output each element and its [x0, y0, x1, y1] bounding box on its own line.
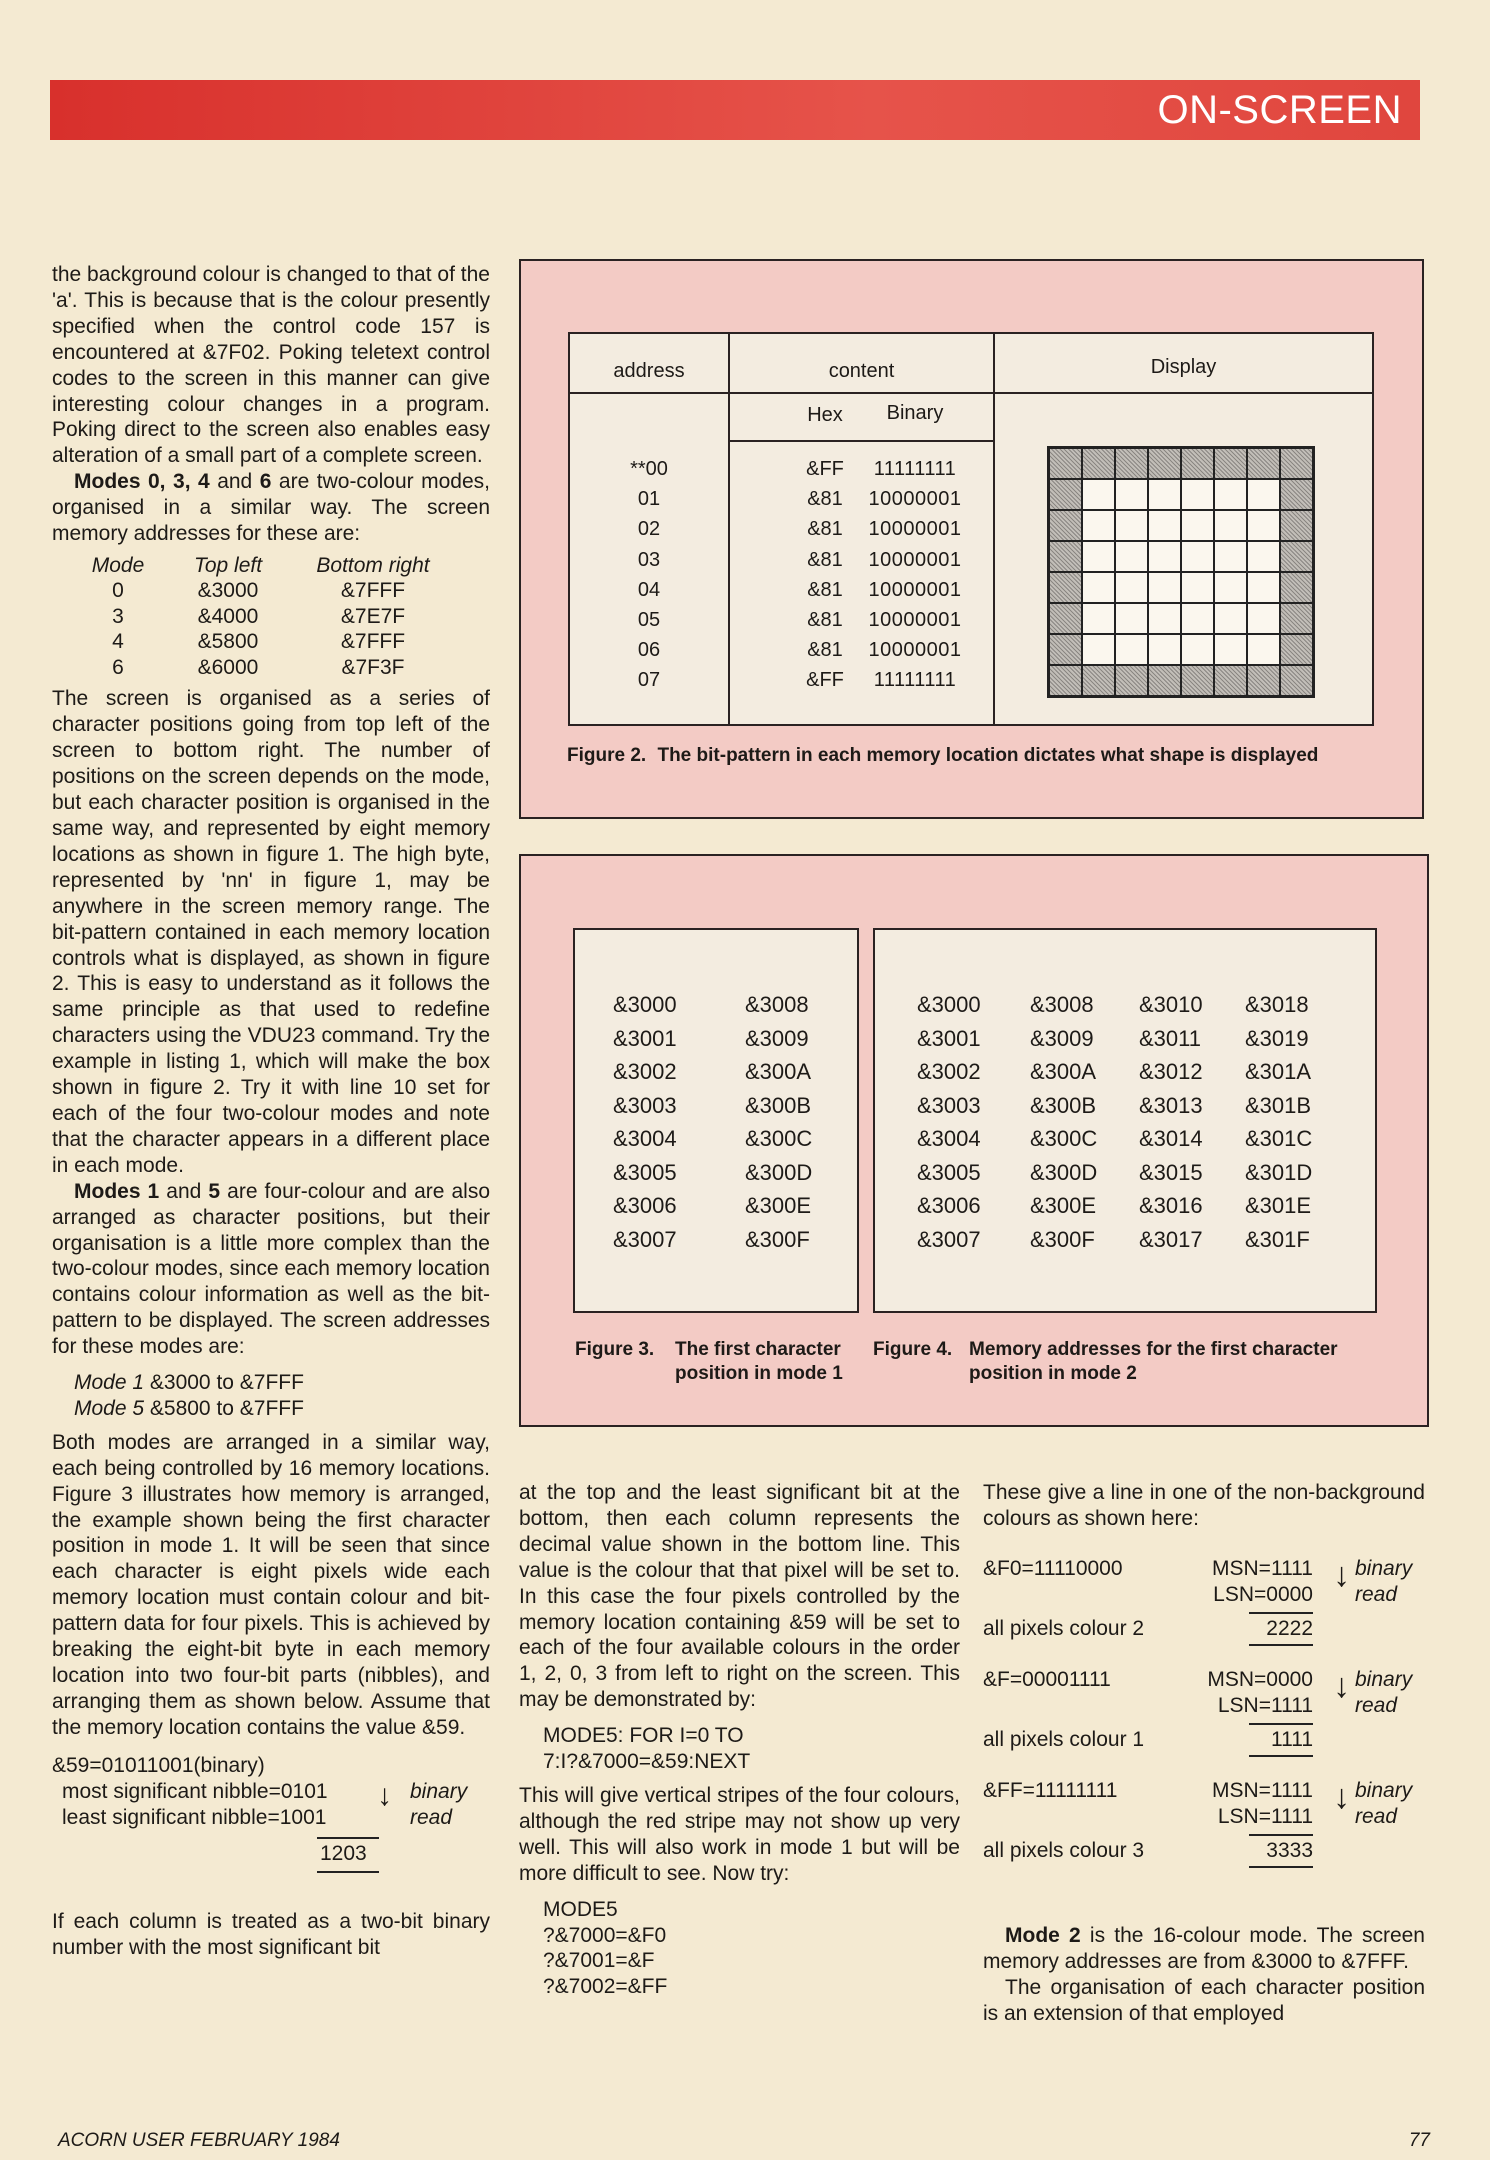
row-address: 05	[637, 609, 661, 631]
figure-3-table	[573, 928, 859, 1313]
memory-address: &3016	[1139, 1193, 1203, 1218]
figure-4-table	[873, 928, 1377, 1313]
colour-label: all pixels colour 2	[983, 1616, 1145, 1640]
read-label: read	[1355, 1693, 1398, 1717]
pixel-cell	[1280, 510, 1313, 541]
pixel-cell	[1148, 603, 1181, 634]
pixel-cell	[1247, 448, 1280, 479]
pixel-cell	[1214, 448, 1247, 479]
table-row	[78, 604, 448, 630]
memory-address: &3010	[1139, 992, 1203, 1017]
row-binary: 10000001	[868, 548, 962, 571]
memory-address: &301A	[1245, 1059, 1312, 1084]
down-arrow-icon: ↓	[1333, 1666, 1350, 1705]
pixel-cell	[1049, 634, 1082, 665]
pixel-cell	[1181, 510, 1214, 541]
pixel-cell	[1148, 665, 1181, 696]
pixel-cell	[1247, 541, 1280, 572]
column-header: content	[828, 360, 895, 382]
row-hex: &81	[807, 609, 843, 631]
row-hex: &FF	[806, 669, 844, 692]
pixel-cell	[1049, 448, 1082, 479]
figures-3-4	[519, 854, 1429, 1427]
bold-text: 5	[208, 1179, 221, 1203]
binary-label: binary	[1355, 1667, 1413, 1691]
paragraph: If each column is treated as a two-bit binary number with the most significant bit	[52, 1909, 490, 1959]
pixel-cell	[1280, 572, 1313, 603]
pixel-cell	[1082, 665, 1115, 696]
paragraph: The organisation of each character position is an extension of that employed	[983, 1975, 1425, 2025]
pixel-cell	[1280, 665, 1313, 696]
memory-address: &3001	[917, 1025, 981, 1051]
column-header: address	[613, 360, 685, 382]
memory-address: &3012	[1139, 1059, 1203, 1084]
paragraph: The screen is organised as a series of character positions going from top left of the screen to bottom right. The number of positions on the screen depends on the mode, but each character position is organised in the same way, and represented by eight memory locations as shown in figure 1. The high byte, represented by 'nn' in figure 1, may be anywhere in the screen memory range. The bit-pattern contained in each memory location controls what is displayed, as shown in figure 2. This is easy to understand as it follows the same principle as that used to redefine characters using the VDU23 command. Try the example in listing 1, which will make the box shown in figure 2. Try it with line 10 set for each of the four two-colour modes and note that the character appears in a different place in each mode.	[52, 687, 490, 1177]
row-binary: 10000001	[868, 639, 962, 662]
down-arrow-icon: ↓	[1333, 1555, 1350, 1594]
pixel-cell	[1148, 541, 1181, 572]
memory-address: &3008	[1030, 992, 1094, 1017]
column-header: Hex	[807, 404, 843, 426]
memory-address: &3013	[1139, 1092, 1203, 1118]
binary-label: binary	[1355, 1778, 1413, 1802]
pixel-cell	[1115, 479, 1148, 510]
row-address: 03	[637, 548, 661, 571]
colour-examples	[983, 1556, 1425, 1889]
pixel-cell	[1247, 510, 1280, 541]
pixel-cell	[1115, 603, 1148, 634]
pixel-cell	[1148, 634, 1181, 665]
pixel-cell	[1148, 572, 1181, 603]
memory-address: &3007	[917, 1226, 981, 1252]
memory-address: &300F	[1030, 1226, 1095, 1252]
memory-address: &300A	[745, 1059, 812, 1084]
paragraph: Both modes are arranged in a similar way, each being controlled by 16 memory locations. Figure 3 illustrates how memory is arranged, the example shown being the first character position in mode 1. It will be seen that since each character is eight pixels wide each memory location must contain colour and bit-pattern data for four pixels. This is achieved by breaking the eight-bit byte in each memory location into two four-bit parts (nibbles), and arranging them as shown below. Assume that the memory location contains the value &59.	[52, 1430, 490, 1739]
divider	[317, 1871, 379, 1873]
pixel-cell	[1181, 541, 1214, 572]
pixel-cell	[1181, 479, 1214, 510]
publication-footer: ACORN USER FEBRUARY 1984	[58, 2130, 340, 2151]
paragraph: This will give vertical stripes of the four colours, although the red stripe may not show up very well. This will also work in mode 1 but will be more difficult to see. Now try:	[519, 1783, 960, 1885]
divider	[1249, 1755, 1313, 1757]
caption-label: Figure 2.	[567, 745, 647, 766]
memory-address: &3003	[917, 1092, 981, 1118]
pixel-cell	[1115, 665, 1148, 696]
pixel-cell	[1082, 448, 1115, 479]
middle-column	[519, 1480, 960, 2008]
pixel-cell	[1148, 479, 1181, 510]
cell: &3000	[197, 579, 259, 603]
memory-address: &3000	[917, 992, 981, 1017]
code-listing	[543, 1897, 960, 2001]
pixel-cell	[1280, 634, 1313, 665]
pixel-cell	[1082, 479, 1115, 510]
paragraph	[52, 469, 490, 547]
colour-label: all pixels colour 1	[983, 1727, 1145, 1751]
memory-address: &3009	[745, 1025, 809, 1051]
caption-text: Memory addresses for the first character position in mode 2	[969, 1339, 1338, 1384]
result-value: 3333	[1266, 1838, 1313, 1862]
page-number: 77	[1408, 2130, 1430, 2151]
code-listing	[543, 1723, 960, 1775]
pixel-cell	[1049, 603, 1082, 634]
pixel-cell	[1280, 479, 1313, 510]
table-header: Mode	[91, 553, 145, 577]
memory-address: &301D	[1245, 1159, 1313, 1185]
memory-address: &3015	[1139, 1159, 1203, 1185]
mode-ranges	[74, 1370, 490, 1422]
byte-value: &F=00001111	[983, 1667, 1111, 1691]
pixel-cell	[1049, 510, 1082, 541]
code-line: ?&7000=&F0	[543, 1923, 667, 1947]
read-label: read	[410, 1805, 453, 1829]
row-hex: &81	[807, 488, 843, 511]
cell: &7FFF	[340, 630, 406, 654]
caption-label: Figure 4.	[873, 1339, 953, 1360]
read-label: read	[1355, 1804, 1398, 1828]
row-address: 07	[637, 669, 661, 692]
cell: 6	[112, 655, 124, 679]
row-hex: &81	[807, 578, 843, 601]
text: and	[209, 470, 260, 494]
mode-range: &5800 to &7FFF	[144, 1396, 304, 1420]
pixel-cell	[1280, 541, 1313, 572]
memory-address: &301F	[1245, 1226, 1310, 1252]
memory-address: &3008	[745, 992, 809, 1017]
msn-value: MSN=0000	[1207, 1667, 1313, 1691]
cell: &4000	[197, 604, 259, 628]
memory-address: &3009	[1030, 1025, 1094, 1051]
memory-address: &3006	[613, 1193, 677, 1218]
paragraph	[52, 1179, 490, 1360]
code-line: MODE5	[543, 1897, 618, 1921]
mode-label: Mode 5	[74, 1396, 145, 1420]
text: and	[159, 1179, 209, 1203]
pixel-cell	[1082, 572, 1115, 603]
pixel-cell	[1214, 634, 1247, 665]
cell: &6000	[197, 655, 259, 679]
display-grid	[1047, 446, 1315, 698]
text: are two-colour modes, organised in a similar way. The screen memory addresses for these are:	[52, 470, 490, 546]
pixel-cell	[1247, 572, 1280, 603]
figure-3-caption	[575, 1338, 865, 1386]
result-value: 1203	[320, 1841, 367, 1865]
pixel-cell	[1049, 572, 1082, 603]
pixel-cell	[1115, 541, 1148, 572]
memory-address: &3011	[1139, 1025, 1201, 1051]
memory-address: &3018	[1245, 992, 1309, 1017]
cell: &7F3F	[341, 655, 405, 679]
lsn-value: LSN=1111	[1217, 1693, 1313, 1717]
divider	[730, 440, 995, 442]
memory-address: &3006	[917, 1193, 981, 1218]
memory-address: &301E	[1245, 1193, 1312, 1218]
paragraph: the background colour is changed to that of the 'a'. This is because that is the colour presently specified when the control code 157 is encountered at &7F02. Poking teletext control codes to the screen in this manner can give interesting colour changes in a program. Poking direct to the screen also enables easy alteration of a small part of a complete screen.	[52, 263, 490, 468]
cell: &5800	[197, 630, 259, 654]
column-header: Binary	[886, 402, 944, 424]
memory-address: &300B	[745, 1092, 812, 1118]
lsn-line: least significant nibble=1001	[62, 1805, 327, 1829]
cell: &7E7F	[340, 604, 406, 628]
pixel-cell	[1214, 541, 1247, 572]
row-binary: 11111111	[873, 669, 957, 692]
cell: 3	[112, 604, 124, 628]
row-binary: 10000001	[868, 578, 962, 601]
memory-address: &300A	[1030, 1059, 1097, 1084]
pixel-cell	[1049, 665, 1082, 696]
byte-value: &F0=11110000	[983, 1556, 1123, 1580]
lsn-value: LSN=1111	[1217, 1804, 1313, 1828]
row-address: **00	[630, 458, 668, 480]
row-binary: 10000001	[868, 609, 962, 631]
memory-address: &3014	[1139, 1126, 1203, 1151]
row-hex: &81	[807, 548, 843, 571]
pixel-cell	[1247, 603, 1280, 634]
memory-address: &300B	[1030, 1092, 1097, 1118]
row-hex: &81	[807, 639, 843, 662]
figure-caption	[567, 744, 1367, 768]
paragraph	[983, 1923, 1425, 1975]
msn-value: MSN=1111	[1212, 1556, 1313, 1580]
colour-example	[983, 1778, 1425, 1889]
cell: 4	[112, 630, 124, 654]
memory-address: &3004	[917, 1126, 981, 1151]
cell: 0	[112, 579, 124, 603]
code-line: MODE5: FOR I=0 TO	[543, 1724, 744, 1748]
pixel-cell	[1049, 541, 1082, 572]
table-header: Bottom right	[316, 553, 430, 577]
pixel-cell	[1214, 665, 1247, 696]
memory-address: &301B	[1245, 1092, 1312, 1118]
pixel-cell	[1115, 448, 1148, 479]
memory-address: &3002	[613, 1059, 677, 1084]
row-address: 01	[637, 488, 661, 511]
pixel-cell	[1214, 603, 1247, 634]
pixel-cell	[1115, 510, 1148, 541]
pixel-cell	[1280, 603, 1313, 634]
bit-pattern-table	[568, 332, 1374, 726]
pixel-cell	[1247, 634, 1280, 665]
down-arrow-icon: ↓	[377, 1778, 392, 1812]
memory-address: &300E	[745, 1193, 812, 1218]
nibble-example	[52, 1753, 490, 1903]
table-row	[78, 578, 448, 604]
caption-text: The bit-pattern in each memory location dictates what shape is displayed	[657, 745, 1319, 766]
binary-label: binary	[410, 1779, 468, 1803]
caption-label: Figure 3.	[575, 1339, 655, 1360]
row-address: 04	[637, 578, 661, 601]
table-row	[78, 655, 448, 681]
right-column	[983, 1480, 1425, 2026]
pixel-cell	[1082, 634, 1115, 665]
mode-range: &3000 to &7FFF	[144, 1371, 304, 1395]
byte-value: &FF=11111111	[983, 1778, 1118, 1802]
memory-address: &3019	[1245, 1025, 1309, 1051]
pixel-cell	[1247, 665, 1280, 696]
colour-example	[983, 1667, 1425, 1778]
result-value: 1111	[1270, 1727, 1313, 1751]
divider	[1249, 1723, 1313, 1725]
paragraph: at the top and the least significant bit at the bottom, then each column represents the decimal value shown in the bottom line. This value is the colour that that pixel will be set to. In this case the four pixels controlled by the memory location containing &59 will be set to each of the four available colours in the order 1, 2, 0, 3 from left to right on the screen. This may be demonstrated by:	[519, 1481, 960, 1712]
code-line: 7:I?&7000=&59:NEXT	[543, 1750, 751, 1774]
mode-label: Mode 1	[74, 1371, 145, 1395]
divider	[1249, 1644, 1313, 1646]
pixel-cell	[1082, 510, 1115, 541]
msn-line: most significant nibble=0101	[62, 1779, 328, 1803]
code-line: ?&7001=&F	[543, 1949, 655, 1973]
pixel-cell	[1247, 479, 1280, 510]
pixel-cell	[1115, 634, 1148, 665]
bold-text: Modes 1	[74, 1179, 160, 1203]
memory-address: &3004	[613, 1126, 677, 1151]
left-column	[52, 262, 490, 1961]
figure-2	[519, 259, 1424, 819]
table-row	[78, 629, 448, 655]
memory-address: &300E	[1030, 1193, 1097, 1218]
pixel-cell	[1049, 479, 1082, 510]
memory-address: &301C	[1245, 1126, 1313, 1151]
memory-address: &3007	[613, 1226, 677, 1252]
pixel-cell	[1280, 448, 1313, 479]
memory-address: &3001	[613, 1025, 677, 1051]
lsn-value: LSN=0000	[1213, 1582, 1313, 1606]
pixel-cell	[1082, 603, 1115, 634]
code-line: ?&7002=&FF	[543, 1975, 668, 1999]
pixel-cell	[1181, 572, 1214, 603]
table-header: Top left	[193, 553, 263, 577]
cell: &7FFF	[340, 579, 406, 603]
row-binary: 11111111	[873, 458, 957, 480]
divider	[317, 1837, 379, 1839]
msn-value: MSN=1111	[1212, 1778, 1313, 1802]
memory-address: &300F	[745, 1226, 810, 1252]
memory-address: &3017	[1139, 1226, 1203, 1252]
pixel-cell	[1082, 541, 1115, 572]
colour-example	[983, 1556, 1425, 1667]
section-title: ON-SCREEN	[1157, 88, 1402, 132]
row-binary: 10000001	[868, 488, 962, 511]
memory-address: &3000	[613, 992, 677, 1017]
pixel-cell	[1148, 448, 1181, 479]
section-banner	[50, 80, 1420, 140]
bold-text: Mode 2	[1005, 1923, 1081, 1947]
memory-address: &3005	[917, 1159, 981, 1185]
colour-label: all pixels colour 3	[983, 1838, 1145, 1862]
paragraph: These give a line in one of the non-background colours as shown here:	[983, 1481, 1425, 1530]
pixel-cell	[1181, 634, 1214, 665]
caption-text: The first character position in mode 1	[675, 1339, 843, 1384]
pixel-cell	[1181, 448, 1214, 479]
bold-text: Modes 0, 3, 4	[74, 470, 210, 494]
text: is the 16-colour mode. The screen memory addresses are from &3000 to &7FFF.	[983, 1923, 1425, 1973]
memory-address: &300C	[745, 1126, 813, 1151]
pixel-cell	[1214, 479, 1247, 510]
column-header: Display	[1150, 356, 1217, 378]
memory-address: &300D	[1030, 1159, 1098, 1185]
row-address: 06	[637, 639, 661, 662]
pixel-cell	[1181, 665, 1214, 696]
pixel-cell	[1115, 572, 1148, 603]
row-hex: &FF	[806, 458, 844, 480]
row-hex: &81	[807, 518, 843, 541]
binary-value: &59=01011001(binary)	[52, 1753, 265, 1777]
divider	[1249, 1866, 1313, 1868]
memory-address: &3002	[917, 1059, 981, 1084]
row-address: 02	[637, 518, 661, 541]
memory-address: &3005	[613, 1159, 677, 1185]
memory-address: &300D	[745, 1159, 813, 1185]
divider	[1249, 1834, 1313, 1836]
divider	[570, 392, 1372, 394]
pixel-cell	[1148, 510, 1181, 541]
memory-address: &300C	[1030, 1126, 1098, 1151]
pixel-cell	[1181, 603, 1214, 634]
bold-text: 6	[259, 470, 272, 494]
figure-4-caption	[873, 1338, 1393, 1386]
memory-address: &3003	[613, 1092, 677, 1118]
mode-address-table	[78, 553, 448, 681]
read-label: read	[1355, 1582, 1398, 1606]
text: are four-colour and are also arranged as character positions, but their organisation is a little more complex than the two-colour modes, since each memory location contains colour information as well as the bit-pattern to be displayed. The screen addresses for these modes are:	[52, 1179, 490, 1359]
pixel-cell	[1214, 510, 1247, 541]
binary-label: binary	[1355, 1556, 1413, 1580]
down-arrow-icon: ↓	[1333, 1777, 1350, 1816]
result-value: 2222	[1266, 1616, 1313, 1640]
divider	[1249, 1612, 1313, 1614]
row-binary: 10000001	[868, 518, 962, 541]
pixel-cell	[1214, 572, 1247, 603]
